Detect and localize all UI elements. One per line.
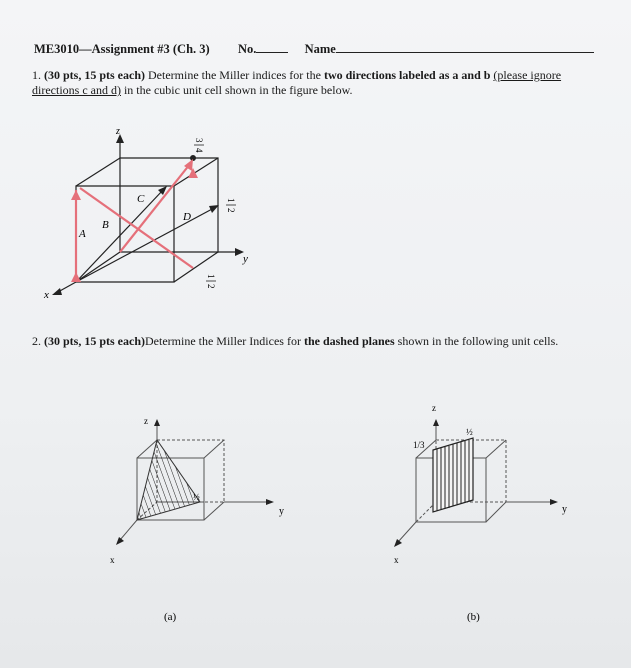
fig1-A-label: A	[79, 228, 86, 240]
svg-text:2: 2	[206, 284, 216, 289]
svg-text:4: 4	[194, 148, 204, 153]
fig1-z-label: z	[116, 126, 120, 137]
svg-text:1: 1	[226, 198, 236, 203]
name-label: Name	[304, 42, 336, 56]
question-1: 1. (30 pts, 15 pts each) Determine the Miller indices for the two directions labeled as a and b (please ignore directions c and d) in the cubic unit cell shown in the figure below.	[32, 68, 562, 97]
fig2b-caption: (b)	[467, 611, 480, 623]
fig1-D-label: D	[183, 211, 191, 223]
course-code: ME3010	[34, 42, 80, 56]
fig2b-x-label: x	[394, 555, 399, 565]
fig2a-caption: (a)	[164, 611, 177, 623]
fig2a-y-label: y	[279, 506, 284, 517]
assignment-title: Assignment #3 (Ch. 3)	[91, 42, 210, 56]
fig1-B-label: B	[102, 219, 109, 231]
fig2a-z-label: z	[144, 416, 148, 426]
fig2a-half-label: ½	[193, 492, 200, 502]
fig2b-y-label: y	[562, 504, 567, 515]
svg-text:2: 2	[226, 208, 236, 213]
fig2a-x-label: x	[110, 555, 115, 565]
no-label: No.	[237, 42, 257, 56]
svg-text:1: 1	[206, 274, 216, 279]
fig1-y-label: y	[243, 253, 248, 265]
fig1-C-label: C	[137, 193, 145, 205]
fig2b-half-label: ½	[466, 427, 473, 437]
svg-text:3: 3	[194, 138, 204, 143]
fig2b-z-label: z	[432, 403, 436, 413]
question-2: 2. (30 pts, 15 pts each)Determine the Miller Indices for the dashed planes shown in the following unit cells.	[32, 334, 559, 348]
assignment-header: ME3010—Assignment #3 (Ch. 3) No. Name	[34, 40, 619, 57]
fig2b-third-label: 1/3	[413, 440, 425, 450]
fig1-x-label: x	[44, 289, 49, 301]
